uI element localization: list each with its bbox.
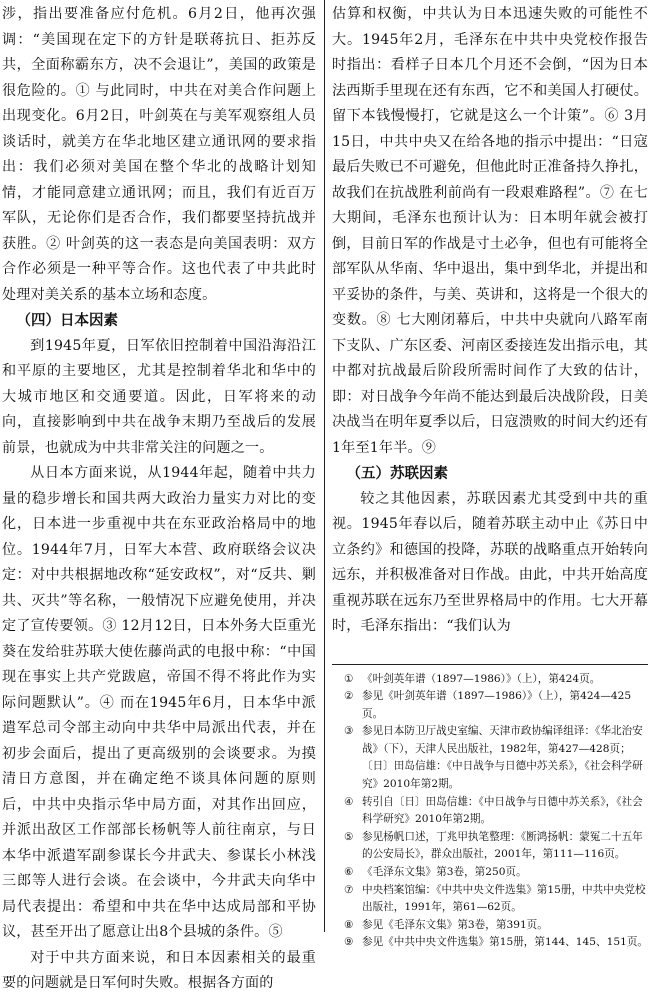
footnote-item	[332, 882, 648, 917]
footnote-number: ④	[344, 795, 354, 808]
footnote-number: ②	[344, 690, 354, 703]
footnote-item	[332, 671, 648, 689]
footnote-separator	[332, 664, 648, 665]
footnote-text: 参见杨帆口述，丁兆甲执笔整理：《断鸿扬帆：蒙冤二十五年的公安局长》，群众出版社，2001年，第111—116页。	[362, 830, 643, 861]
footnote-item	[332, 688, 648, 723]
footnote-text: 参见《毛泽东文集》第3卷，第391页。	[362, 918, 548, 931]
footnote-item	[332, 723, 648, 793]
footnote-number: ①	[344, 672, 354, 685]
body-paragraph: 对于中共方面来说，和日本因素相关的最重要的问题就是日军何时失败。根据各方面的	[2, 949, 316, 991]
footnote-item	[332, 829, 648, 864]
footnote-number: ⑥	[344, 866, 354, 879]
footnote-item	[332, 794, 648, 829]
footnote-text: 参见《中共中央文件选集》第15册，第144、145、151页。	[362, 936, 649, 949]
footnote-text: 《毛泽东文集》第3卷，第250页。	[362, 866, 527, 879]
footnote-number: ⑦	[344, 883, 354, 896]
left-column	[2, 2, 316, 997]
section-heading: （四）日本因素	[16, 312, 118, 329]
column-divider	[324, 0, 325, 932]
right-column	[332, 2, 648, 952]
footnote-text: 参见《叶剑英年谱（1897—1986）》（上），第424—425页。	[362, 690, 632, 720]
footnote-number: ⑤	[344, 830, 354, 843]
body-paragraph: 从日本方面来说，从1944年起，随着中共力量的稳步增长和国共两大政治力量实力对比的变化，日本进一步重视中共在东亚政治格局中的地位。1944年7月，日军大本营、政府联络会议决定：对中共根据地改称“延安政权”，对“反共、剿共、灭共”等名称，一般情况下应避免使用，并决定了宣传要领。③ 12月12日，日本外务大臣重光葵在发给驻苏联大使佐藤尚武的电报中称：“中国现在事实上共产党跋扈，帝国不得不将此作为实际问题默认”。④ 而在1945年6月，日本华中派遣军总司令部主动向中共华中局派出代表，并在初步会面后，提出了更高级别的会谈要求。为摸清日方意图，并在确定绝不谈具体问题的原则后，中共中央指示华中局方面，对其作出回应，并派出敌区工作部部长杨帆等人前往南京，与日本华中派遣军副参谋长今井武夫、参谋长小林浅三郎等人进行会谈。在会谈中，今井武夫向华中局代表提出：希望和中共在华中达成局部和平协议，甚至开出了愿意让出8个县城的条件。⑤	[2, 465, 316, 940]
footnote-number: ③	[344, 725, 354, 738]
right-column-body	[332, 2, 648, 640]
footnote-number: ⑧	[344, 918, 354, 931]
body-paragraph: 估算和权衡，中共认为日本迅速失败的可能性不大。1945年2月，毛泽东在中共中央党校作报告时指出：看样子日本几个月还不会倒，“因为日本法西斯手里现在还有东西，它不和美国人打硬仗。留下本钱慢慢打，它就是这么一个计策”。⑥ 3月15日，中共中央又在给各地的指示中提出：“日寇最后失败已不可避免，但他此时正准备持久挣扎，故我们在抗战胜利前尚有一段艰难路程”。⑦ 在七大期间，毛泽东也预计认为：日本明年就会被打倒，目前日军的作战是寸土必争，但也有可能将全部军队从华南、华中退出，集中到华北，并提出和平妥协的条件，与美、英讲和，这将是一个很大的变数。⑧ 七大刚闭幕后，中共中央就向八路军南下支队、广东区委、河南区委接连发出指示电，其中都对抗战最后阶段所需时间作了大致的估计，即：对日战争今年尚不能达到最后决战阶段，日美决战当在明年夏季以后，日寇溃败的时间大约还有1年至1年半。⑨	[332, 6, 648, 456]
section-heading: （五）苏联因素	[346, 465, 448, 482]
body-paragraph: 到1945年夏，日军依旧控制着中国沿海沿江和平原的主要地区，尤其是控制着华北和华中的大城市地区和交通要道。因此，日军将来的动向，直接影响到中共在战争末期乃至战后的发展前景，也就成为中共非常关注的问题之一。	[2, 337, 316, 456]
footnote-text: 中央档案馆编：《中共中央文件选集》第15册，中共中央党校出版社，1991年，第61—62页。	[362, 883, 646, 914]
footnote-number: ⑨	[344, 936, 354, 949]
footnote-list	[332, 671, 648, 953]
footnote-text: 《叶剑英年谱（1897—1986）》（上），第424页。	[362, 672, 601, 685]
footnote-text: 转引自〔日〕田岛信雄：《中日战争与日德中苏关系》，《社会科学研究》2010年第2期。	[362, 795, 643, 826]
footnote-item	[332, 934, 648, 952]
footnote-item	[332, 864, 648, 882]
body-paragraph: 较之其他因素，苏联因素尤其受到中共的重视。1945年春以后，随着苏联主动中止《苏日中立条约》和德国的投降，苏联的战略重点开始转向远东，并积极准备对日作战。由此，中共开始高度重视苏联在远东乃至世界格局中的作用。七大开幕时，毛泽东指出：“我们认为	[332, 490, 648, 634]
body-paragraph: 涉，指出要准备应付危机。6月2日，他再次强调：“美国现在定下的方针是联蒋抗日、拒苏反共，全面称霸东方，决不会退让”，美国的政策是很危险的。① 与此同时，中共在对美合作问题上出现变化。6月2日，叶剑英在与美军观察组人员谈话时，就美方在华北地区建立通讯网的要求指出：我们必须对美国在整个华北的战略计划知情，才能同意建立通讯网；而且，我们有近百万军队，无论你们是否合作，我们都要坚持抗战并获胜。② 叶剑英的这一表态是向美国表明：双方合作必须是一种平等合作。这也代表了中共此时处理对美关系的基本立场和态度。	[2, 6, 316, 303]
footnote-text: 参见日本防卫厅战史室编、天津市政协编译组译：《华北治安战》（下），天津人民出版社，1982年，第427—428页；〔日〕田岛信雄：《中日战争与日德中苏关系》，《社会科学研究》2010年第2期。	[362, 725, 643, 791]
